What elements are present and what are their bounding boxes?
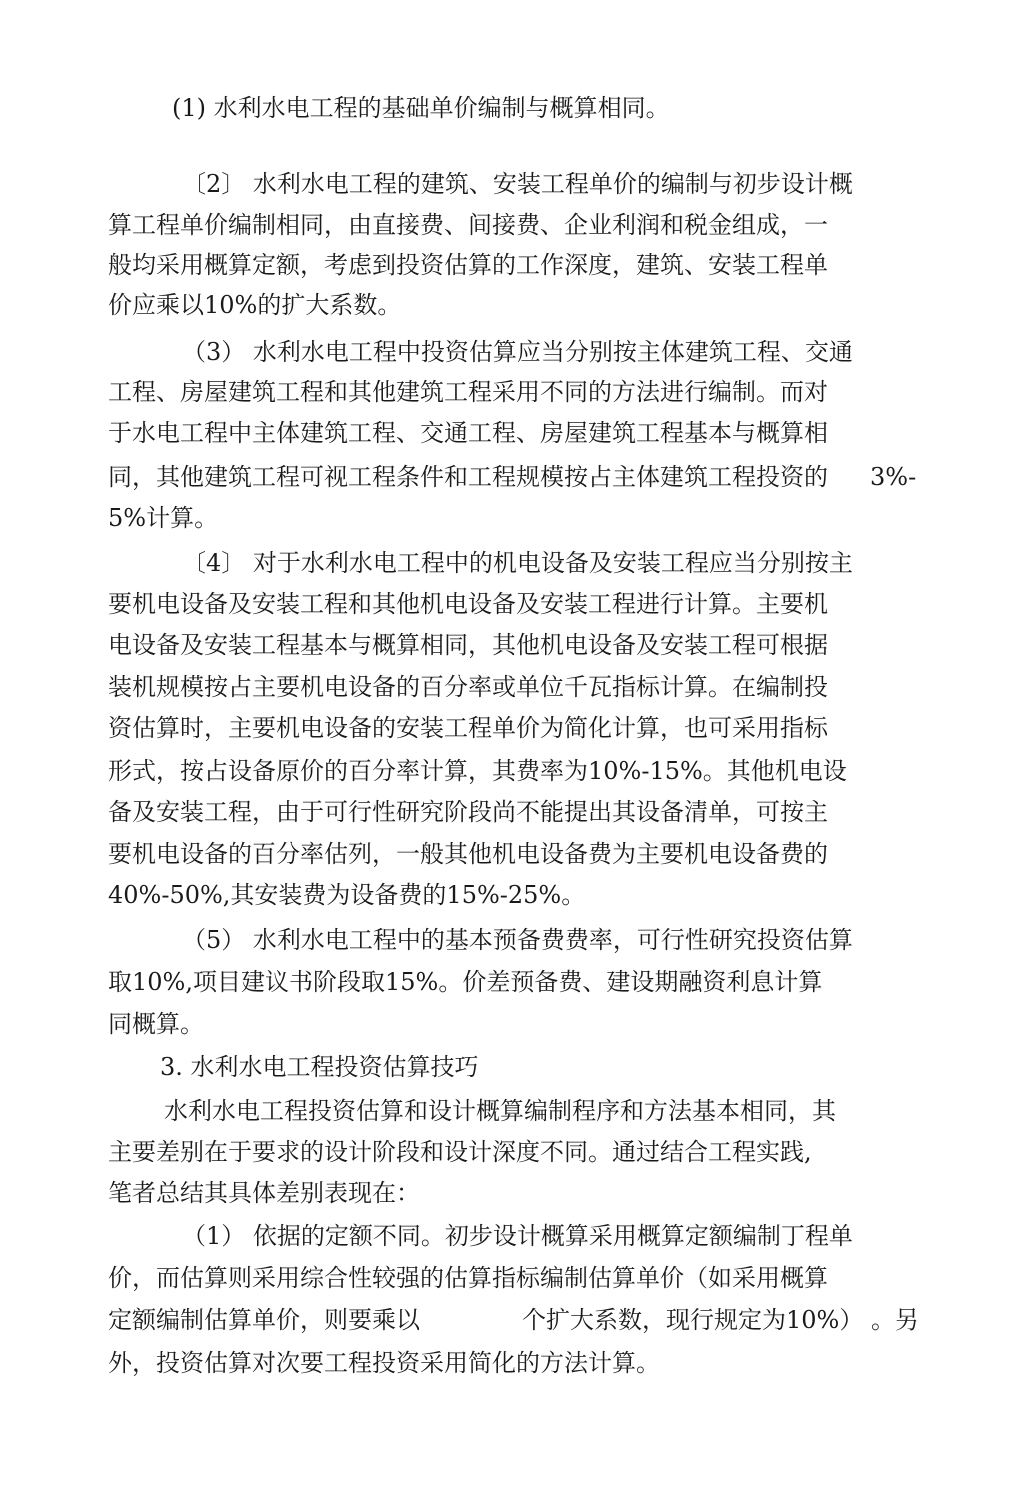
paragraph-7-line-2: 主要差别在于要求的设计阶段和设计深度不同。通过结合工程实践, — [108, 1138, 812, 1166]
paragraph-5-line-1: （5） 水利水电工程中的基本预备费费率，可行性研究投资估算 — [182, 926, 853, 954]
paragraph-4-line-7: 备及安装工程，由于可行性研究阶段尚不能提出其设备清单，可按主 — [108, 798, 828, 826]
paragraph-7-line-1: 水利水电工程投资估算和设计概算编制程序和方法基本相同，其 — [164, 1097, 836, 1125]
paragraph-3-line-5: 5%计算。 — [108, 504, 219, 532]
paragraph-8-line-3-tail: 个扩大系数，现行规定为10%） 。另 — [522, 1306, 919, 1334]
paragraph-4-line-9: 40%-50%,其安装费为设备费的15%-25%。 — [108, 881, 586, 909]
paragraph-3-line-3: 于水电工程中主体建筑工程、交通工程、房屋建筑工程基本与概算相 — [108, 419, 828, 447]
paragraph-5-line-2: 取10%,项目建议书阶段取15%。价差预备费、建设期融资利息计算 — [108, 968, 823, 996]
paragraph-7-line-3: 笔者总结其具体差别表现在： — [108, 1179, 420, 1207]
section-heading: 3. 水利水电工程投资估算技巧 — [160, 1053, 479, 1081]
paragraph-2-line-2: 算工程单价编制相同，由直接费、间接费、企业利润和税金组成，一 — [108, 211, 828, 239]
paragraph-4-line-3: 电设备及安装工程基本与概算相同，其他机电设备及安装工程可根据 — [108, 631, 828, 659]
paragraph-5-line-3: 同概算。 — [108, 1010, 204, 1038]
paragraph-4-line-1: 〔4〕 对于水利水电工程中的机电设备及安装工程应当分别按主 — [182, 549, 853, 577]
paragraph-8-line-1: （1） 依据的定额不同。初步设计概算采用概算定额编制丁程单 — [182, 1222, 853, 1250]
paragraph-3-line-4-tail: 3%- — [870, 463, 917, 491]
paragraph-4-line-6: 形式，按占设备原价的百分率计算，其费率为10%-15%。其他机电设 — [108, 757, 847, 785]
paragraph-3-line-4: 同，其他建筑工程可视工程条件和工程规模按占主体建筑工程投资的 — [108, 463, 828, 491]
paragraph-2-line-4: 价应乘以10%的扩大系数。 — [108, 291, 402, 319]
paragraph-8-line-4: 外，投资估算对次要工程投资采用简化的方法计算。 — [108, 1349, 660, 1377]
paragraph-4-line-8: 要机电设备的百分率估列，一般其他机电设备费为主要机电设备费的 — [108, 840, 828, 868]
paragraph-3-line-1: （3） 水利水电工程中投资估算应当分别按主体建筑工程、交通 — [182, 338, 853, 366]
paragraph-4-line-4: 装机规模按占主要机电设备的百分率或单位千瓦指标计算。在编制投 — [108, 673, 828, 701]
paragraph-1-line-1: (1) 水利水电工程的基础单价编制与概算相同。 — [172, 94, 670, 122]
paragraph-4-line-5: 资估算时，主要机电设备的安装工程单价为简化计算，也可采用指标 — [108, 714, 828, 742]
paragraph-8-line-2: 价，而估算则采用综合性较强的估算指标编制估算单价（如采用概算 — [108, 1264, 828, 1292]
paragraph-3-line-2: 工程、房屋建筑工程和其他建筑工程采用不同的方法进行编制。而对 — [108, 378, 828, 406]
paragraph-2-line-3: 般均采用概算定额，考虑到投资估算的工作深度，建筑、安装工程单 — [108, 251, 828, 279]
paragraph-8-line-3: 定额编制估算单价，则要乘以 — [108, 1306, 420, 1334]
paragraph-2-line-1: 〔2〕 水利水电工程的建筑、安装工程单价的编制与初步设计概 — [182, 170, 853, 198]
paragraph-4-line-2: 要机电设备及安装工程和其他机电设备及安装工程进行计算。主要机 — [108, 590, 828, 618]
